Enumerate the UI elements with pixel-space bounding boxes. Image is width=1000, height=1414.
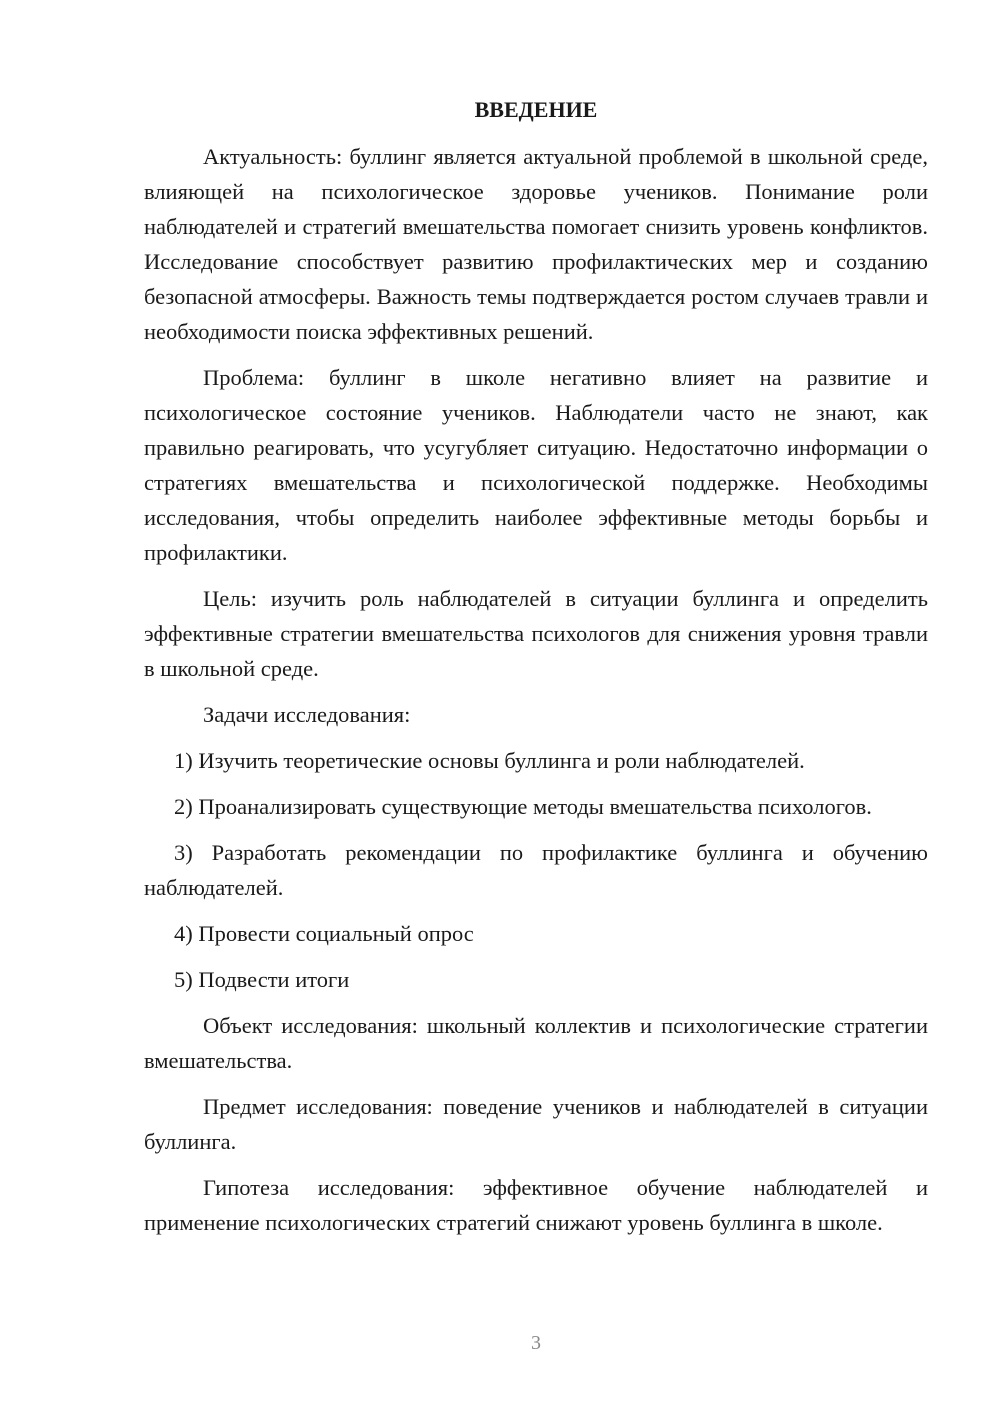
page-content [144,92,928,1251]
section-title: ВВЕДЕНИЕ [474,97,598,122]
tasks-heading: Задачи исследования: [203,702,411,727]
task-item-3: 3) Разработать рекомендации по профилактике буллинга и обучению наблюдателей. [144,840,928,900]
task-item-2: 2) Проанализировать существующие методы вмешательства психологов. [174,794,872,819]
page-number: 3 [531,1332,541,1354]
paragraph-relevance: Актуальность: буллинг является актуальной проблемой в школьной среде, влияющей на психологическое здоровье учеников. Понимание роли наблюдателей и стратегий вмешательства помогает снизить уровень конфликтов. Исследование способствует развитию профилактических мер и созданию безопасной атмосферы. Важность темы подтверждается ростом случаев травли и необходимости поиска эффективных решений. [144,144,928,344]
task-item-4: 4) Провести социальный опрос [174,921,474,946]
paragraph-hypothesis: Гипотеза исследования: эффективное обучение наблюдателей и применение психологических стратегий снижают уровень буллинга в школе. [144,1175,928,1235]
paragraph-problem: Проблема: буллинг в школе негативно влияет на развитие и психологическое состояние учеников. Наблюдатели часто не знают, как правильно реагировать, что усугубляет ситуацию. Недостаточно информации о стратегиях вмешательства и психологической поддержке. Необходимы исследования, чтобы определить наиболее эффективные методы борьбы и профилактики. [144,365,928,565]
paragraph-subject: Предмет исследования: поведение учеников и наблюдателей в ситуации буллинга. [144,1094,928,1154]
paragraph-goal: Цель: изучить роль наблюдателей в ситуации буллинга и определить эффективные стратегии вмешательства психологов для снижения уровня травли в школьной среде. [144,586,928,681]
task-item-5: 5) Подвести итоги [174,967,350,992]
paragraph-object: Объект исследования: школьный коллектив и психологические стратегии вмешательства. [144,1013,928,1073]
task-item-1: 1) Изучить теоретические основы буллинга и роли наблюдателей. [174,748,805,773]
